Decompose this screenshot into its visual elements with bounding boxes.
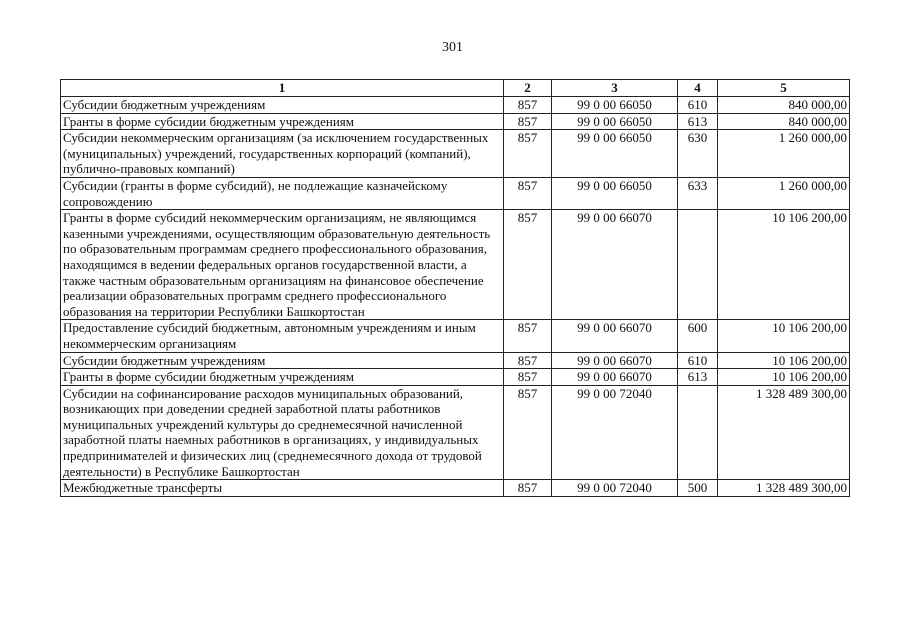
table-row <box>61 97 850 114</box>
row-amount: 10 106 200,00 <box>718 210 850 320</box>
page-number: 301 <box>442 40 463 55</box>
table-row <box>61 480 850 497</box>
row-ministry-code: 857 <box>504 177 552 209</box>
row-amount: 10 106 200,00 <box>718 352 850 369</box>
row-name: Межбюджетные трансферты <box>61 480 504 497</box>
row-amount: 1 328 489 300,00 <box>718 385 850 480</box>
row-target-code: 99 0 00 66050 <box>552 130 678 178</box>
table-row <box>61 320 850 352</box>
row-ministry-code: 857 <box>504 369 552 386</box>
row-amount: 1 260 000,00 <box>718 177 850 209</box>
row-name: Предоставление субсидий бюджетным, автономным учреждениям и иным некоммерческим организациям <box>61 320 504 352</box>
row-name: Субсидии бюджетным учреждениям <box>61 97 504 114</box>
row-expense-type <box>678 210 718 320</box>
row-ministry-code: 857 <box>504 130 552 178</box>
row-target-code: 99 0 00 72040 <box>552 385 678 480</box>
row-name: Субсидии бюджетным учреждениям <box>61 352 504 369</box>
row-ministry-code: 857 <box>504 385 552 480</box>
row-target-code: 99 0 00 66050 <box>552 97 678 114</box>
row-name: Субсидии некоммерческим организациям (за исключением государственных (муниципальных) учреждений, государственных корпораций (компаний), публично-правовых компаний) <box>61 130 504 178</box>
row-target-code: 99 0 00 66070 <box>552 320 678 352</box>
row-expense-type: 633 <box>678 177 718 209</box>
header-col-3: 3 <box>552 80 678 97</box>
table-row <box>61 113 850 130</box>
row-expense-type: 630 <box>678 130 718 178</box>
row-target-code: 99 0 00 72040 <box>552 480 678 497</box>
row-expense-type: 600 <box>678 320 718 352</box>
table-row <box>61 130 850 178</box>
row-target-code: 99 0 00 66070 <box>552 352 678 369</box>
row-amount: 1 260 000,00 <box>718 130 850 178</box>
row-amount: 840 000,00 <box>718 97 850 114</box>
row-ministry-code: 857 <box>504 113 552 130</box>
row-name: Гранты в форме субсидии бюджетным учреждениям <box>61 369 504 386</box>
row-amount: 10 106 200,00 <box>718 369 850 386</box>
row-name: Гранты в форме субсидий некоммерческим организациям, не являющимся казенными учреждениями, осуществляющим образовательную деятельность по образовательным программам среднего профессионального образования, находящимся в ведении федеральных органов государственной власти, а также частным образовательным организациям на финансовое обеспечение реализации образовательных программ среднего профессионального образования на территории Республики Башкортостан <box>61 210 504 320</box>
row-expense-type: 613 <box>678 369 718 386</box>
row-name: Субсидии на софинансирование расходов муниципальных образований, возникающих при доведении средней заработной платы работников муниципальных учреждений культуры до среднемесячной начисленной заработной платы наемных работников в организациях, у индивидуальных предпринимателей и физических лиц (среднемесячного дохода от трудовой деятельности) в Республике Башкортостан <box>61 385 504 480</box>
header-col-5: 5 <box>718 80 850 97</box>
row-target-code: 99 0 00 66070 <box>552 369 678 386</box>
table-row <box>61 352 850 369</box>
row-ministry-code: 857 <box>504 480 552 497</box>
row-name: Субсидии (гранты в форме субсидий), не подлежащие казначейскому сопровождению <box>61 177 504 209</box>
row-expense-type: 613 <box>678 113 718 130</box>
header-col-1: 1 <box>61 80 504 97</box>
row-amount: 840 000,00 <box>718 113 850 130</box>
row-target-code: 99 0 00 66050 <box>552 113 678 130</box>
header-col-2: 2 <box>504 80 552 97</box>
row-target-code: 99 0 00 66070 <box>552 210 678 320</box>
row-expense-type <box>678 385 718 480</box>
row-name: Гранты в форме субсидии бюджетным учреждениям <box>61 113 504 130</box>
table-row <box>61 369 850 386</box>
budget-table <box>60 79 850 497</box>
row-expense-type: 500 <box>678 480 718 497</box>
row-ministry-code: 857 <box>504 352 552 369</box>
header-col-4: 4 <box>678 80 718 97</box>
row-target-code: 99 0 00 66050 <box>552 177 678 209</box>
row-ministry-code: 857 <box>504 320 552 352</box>
row-amount: 1 328 489 300,00 <box>718 480 850 497</box>
row-ministry-code: 857 <box>504 210 552 320</box>
row-ministry-code: 857 <box>504 97 552 114</box>
table-row <box>61 210 850 320</box>
row-expense-type: 610 <box>678 97 718 114</box>
row-amount: 10 106 200,00 <box>718 320 850 352</box>
table-row <box>61 385 850 480</box>
row-expense-type: 610 <box>678 352 718 369</box>
table-row <box>61 177 850 209</box>
header-row <box>61 80 850 97</box>
